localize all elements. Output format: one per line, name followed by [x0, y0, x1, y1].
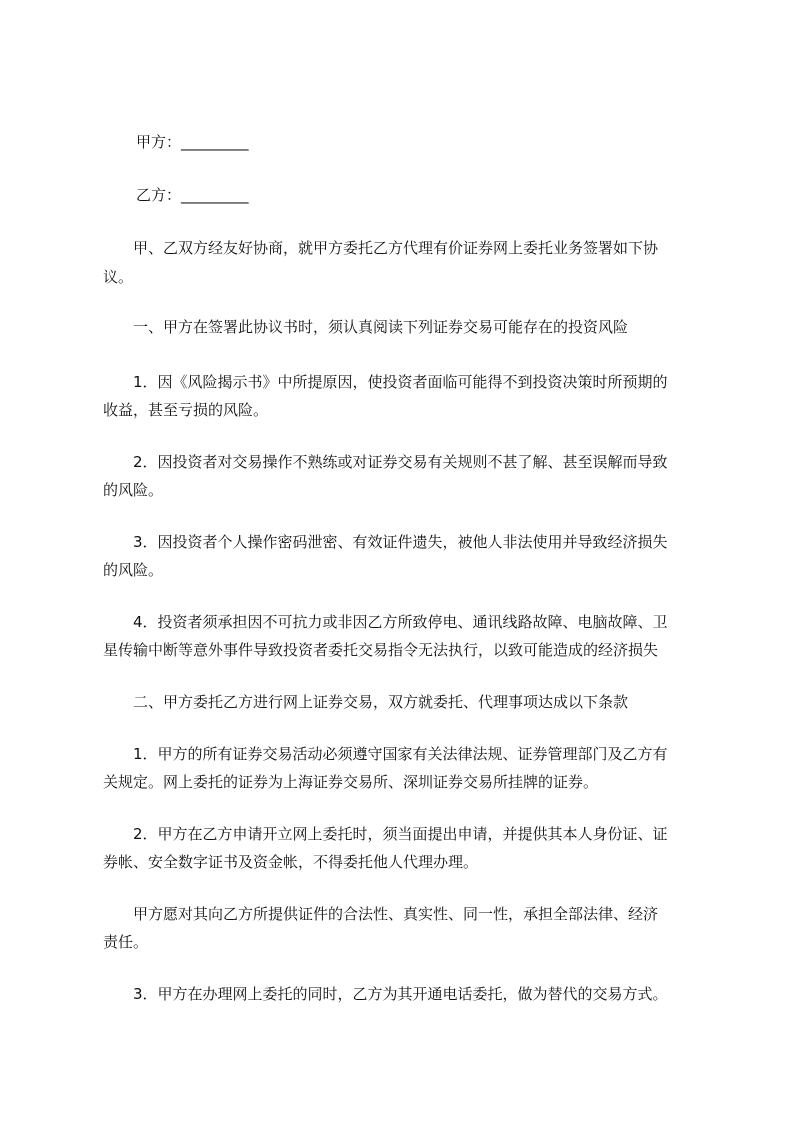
clause-3-line-1: 3．甲方在办理网上委托的同时，乙方为其开通电话委托，做为替代的交易方式。 [103, 985, 668, 1003]
section-1-heading: 一、甲方在签署此协议书时，须认真阅读下列证券交易可能存在的投资风险 [103, 318, 629, 336]
intro-paragraph-line-1: 甲、乙双方经友好协商，就甲方委托乙方代理有价证券网上委托业务签署如下协 [103, 239, 659, 257]
risk-3-line-2: 的风险。 [103, 561, 164, 579]
clause-1-line-1: 1．甲方的所有证券交易活动必须遵守国家有关法律法规、证券管理部门及乙方有 [103, 745, 668, 763]
party-a-label: 甲方： [136, 133, 182, 151]
risk-2-line-2: 的风险。 [103, 481, 164, 499]
clause-2-line-2: 券帐、安全数字证书及资金帐，不得委托他人代理办理。 [103, 853, 479, 871]
intro-paragraph-line-2: 议。 [103, 268, 134, 286]
risk-1-line-1: 1．因《风险揭示书》中所提原因，使投资者面临可能得不到投资决策时所预期的 [103, 373, 668, 391]
clause-2-note-line-2: 责任。 [103, 933, 149, 951]
risk-3-line-1: 3．因投资者个人操作密码泄密、有效证件遗失，被他人非法使用并导致经济损失 [103, 533, 668, 551]
clause-2-line-1: 2．甲方在乙方申请开立网上委托时，须当面提出申请，并提供其本人身份证、证 [103, 825, 668, 843]
party-a-blank: _________ [181, 133, 249, 151]
party-a-line [136, 126, 251, 158]
risk-1-line-2: 收益，甚至亏损的风险。 [103, 401, 269, 419]
party-b-label: 乙方： [136, 186, 182, 204]
clause-1-line-2: 关规定。网上委托的证券为上海证券交易所、深圳证券交易所挂牌的证券。 [103, 773, 599, 791]
risk-2-line-1: 2．因投资者对交易操作不熟练或对证券交易有关规则不甚了解、甚至误解而导致 [103, 453, 668, 471]
clause-2-note-line-1: 甲方愿对其向乙方所提供证件的合法性、真实性、同一性，承担全部法律、经济 [103, 905, 659, 923]
section-2-heading: 二、甲方委托乙方进行网上证券交易，双方就委托、代理事项达成以下条款 [103, 693, 629, 711]
risk-4-line-1: 4．投资者须承担因不可抗力或非因乙方所致停电、通讯线路故障、电脑故障、卫 [103, 613, 668, 631]
party-b-line [136, 179, 251, 211]
party-b-blank: _________ [181, 186, 249, 204]
risk-4-line-2: 星传输中断等意外事件导致投资者委托交易指令无法执行，以致可能造成的经济损失 [103, 641, 659, 659]
